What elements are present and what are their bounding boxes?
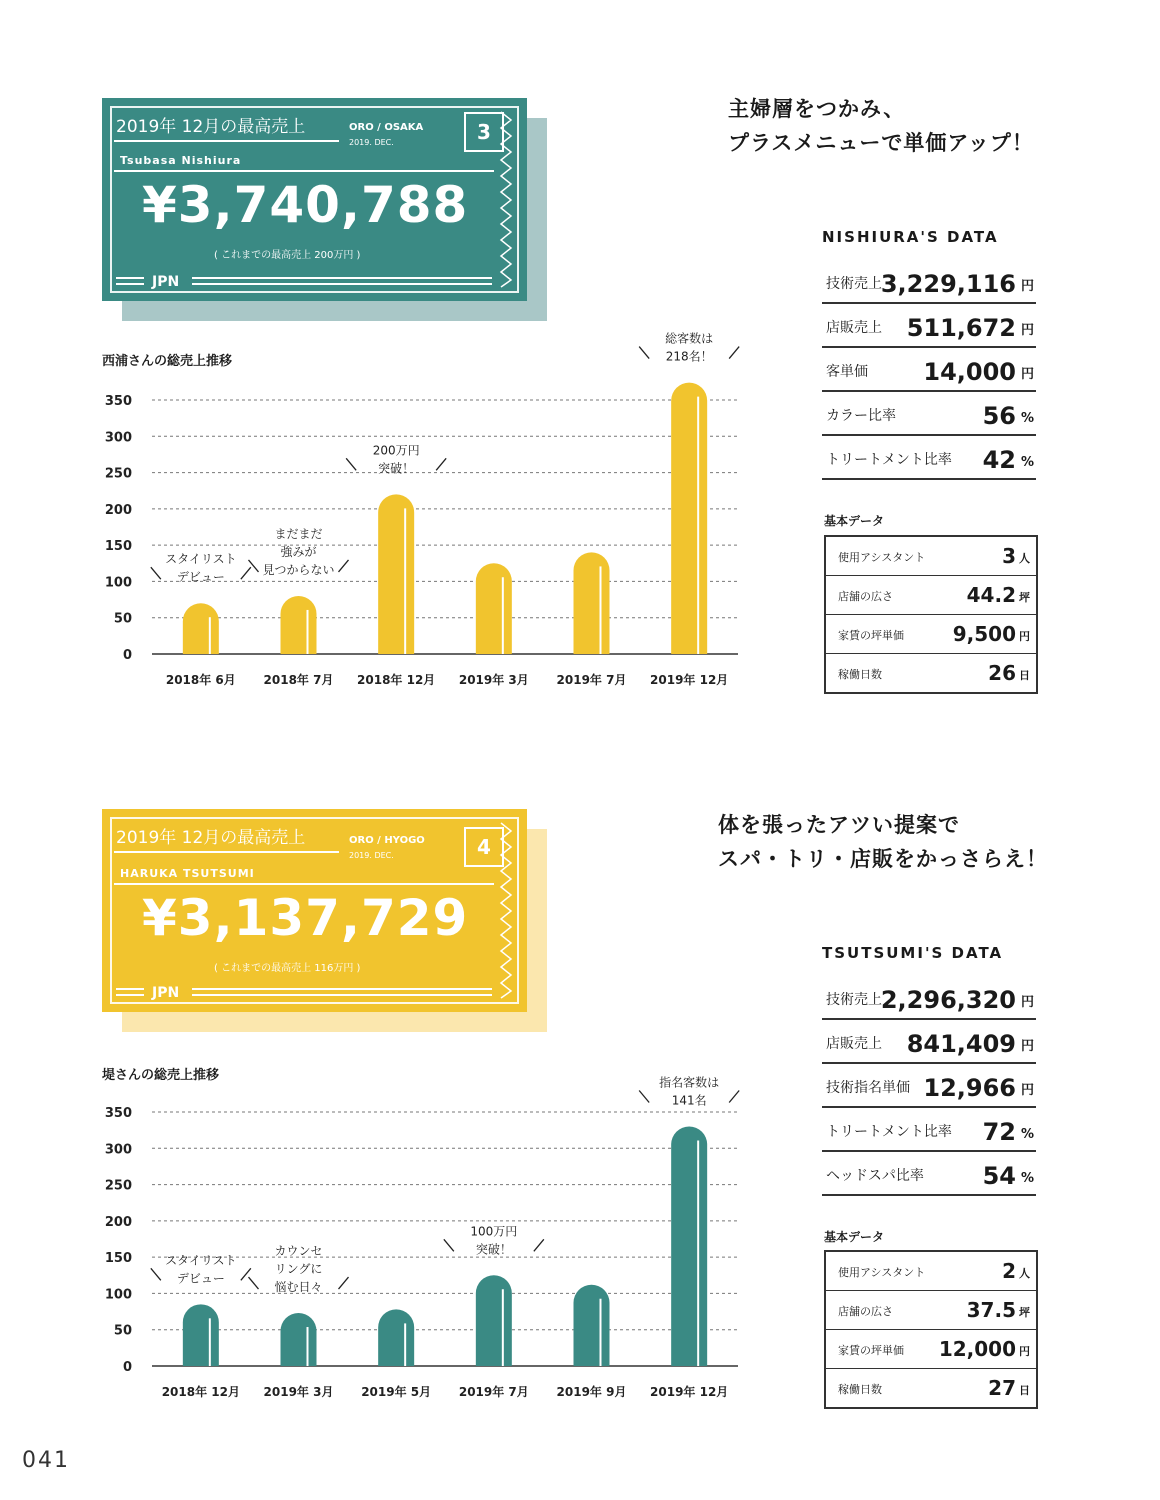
ticket-date: 2019. DEC. (349, 138, 394, 147)
bar (183, 1304, 219, 1366)
bar (476, 563, 512, 654)
ticket-store: ORO / OSAKA (349, 122, 424, 133)
ticket-deco-line (192, 988, 492, 990)
ticket-date: 2019. DEC. (349, 851, 394, 860)
data-value: 54 (982, 1162, 1016, 1190)
ticket-store: ORO / HYOGO (349, 835, 425, 846)
ticket-rank: 4 (464, 827, 504, 867)
annotation-mark (241, 567, 251, 579)
ticket-zigzag-ornament (501, 112, 511, 287)
data-label: カラー比率 (826, 408, 896, 424)
annotation-text: カウンセ (274, 1244, 323, 1259)
x-tick-label: 2019年 7月 (556, 673, 627, 687)
kihon-row (826, 1330, 1036, 1369)
annotation-mark (639, 1091, 649, 1103)
data-unit: 円 (1020, 367, 1034, 382)
x-tick-label: 2019年 3月 (263, 1385, 334, 1399)
y-tick-label: 100 (104, 1287, 132, 1303)
kihon-label: 稼働日数 (838, 1383, 882, 1396)
kihon-row (826, 615, 1036, 654)
data-row (822, 1062, 1036, 1108)
bar (183, 603, 219, 654)
data-value: 3,229,116 (880, 270, 1016, 298)
annotation-mark (339, 560, 349, 572)
y-tick-label: 350 (104, 394, 132, 409)
y-tick-label: 100 (104, 575, 132, 591)
kihon-title: 基本データ (824, 514, 885, 528)
annotation-text: 突破！ (475, 1242, 512, 1257)
ticket-deco-line (116, 283, 144, 285)
ticket-title: 2019年 12月の最高売上 (116, 828, 306, 848)
annotation-mark (729, 347, 739, 359)
data-value: 42 (982, 446, 1016, 474)
annotation-mark (339, 1277, 349, 1289)
data-value: 2,296,320 (880, 986, 1016, 1014)
kihon-table (824, 1250, 1038, 1409)
y-tick-label: 50 (113, 1323, 132, 1339)
data-label: 客単価 (826, 364, 868, 380)
ticket-previous: ( これまでの最高売上 200万円 ) (214, 250, 361, 261)
data-title: NISHIURA'S DATA (822, 228, 999, 246)
data-value: 841,409 (906, 1030, 1016, 1058)
kihon-unit: 円 (1019, 1345, 1030, 1358)
annotation-text: リングに (274, 1262, 323, 1277)
ticket-name: Tsubasa Nishiura (120, 154, 242, 167)
bar (476, 1275, 512, 1366)
ticket-deco-line (116, 988, 144, 990)
kihon-value: 9,500 (952, 622, 1016, 646)
data-unit: 円 (1020, 279, 1034, 294)
ticket-deco-line (192, 994, 492, 996)
annotation-text: デビュー (176, 1271, 225, 1286)
annotation-text: 強みが (280, 544, 317, 559)
bar (574, 1285, 610, 1366)
y-tick-label: 250 (104, 466, 132, 482)
annotation-mark (436, 458, 446, 470)
kihon-row (826, 654, 1036, 692)
data-unit: % (1020, 1127, 1034, 1142)
kihon-title: 基本データ (824, 1230, 885, 1244)
kihon-value: 27 (988, 1376, 1016, 1400)
data-unit: 円 (1020, 1039, 1034, 1054)
kihon-label: 使用アシスタント (838, 1266, 926, 1279)
y-tick-label: 0 (122, 648, 132, 663)
data-row (822, 1106, 1036, 1152)
ticket-deco-line (192, 283, 492, 285)
bar (281, 1313, 317, 1366)
ticket-name: HARUKA TSUTSUMI (120, 867, 255, 880)
y-tick-label: 300 (104, 1142, 132, 1158)
annotation-text: 突破！ (378, 461, 415, 476)
ticket-title-underline (114, 851, 339, 853)
data-label: 技術指名単価 (826, 1080, 910, 1096)
kihon-unit: 人 (1019, 552, 1030, 565)
ticket-amount: ¥3,137,729 (142, 889, 469, 947)
kihon-value: 12,000 (938, 1337, 1016, 1361)
kihon-label: 家賃の坪単価 (838, 1344, 904, 1357)
data-row (822, 302, 1036, 348)
kihon-value: 2 (1002, 1259, 1016, 1283)
data-label: トリートメント比率 (826, 452, 952, 468)
ticket-card (102, 809, 527, 1012)
annotation-text: 悩む日々 (274, 1280, 323, 1295)
annotation-text: 見つからない (262, 562, 335, 577)
y-tick-label: 300 (104, 430, 132, 446)
annotation-text: 218名！ (665, 349, 713, 364)
data-row (822, 1150, 1036, 1196)
x-tick-label: 2019年 3月 (458, 673, 529, 687)
y-tick-label: 200 (104, 502, 132, 518)
y-tick-label: 200 (104, 1214, 132, 1230)
data-row (822, 1018, 1036, 1064)
data-label: 店販売上 (826, 1036, 882, 1052)
data-value: 511,672 (906, 314, 1016, 342)
annotation-text: スタイリスト (165, 1253, 237, 1268)
kihon-unit: 人 (1019, 1267, 1030, 1280)
annotation-mark (639, 347, 649, 359)
data-label: 店販売上 (826, 320, 882, 336)
ticket-rank: 3 (464, 112, 504, 152)
annotation-text: 100万円 (470, 1224, 518, 1239)
annotation-text: スタイリスト (165, 552, 237, 567)
kihon-value: 37.5 (966, 1298, 1016, 1322)
data-value: 72 (982, 1118, 1016, 1146)
annotation-mark (444, 1239, 454, 1251)
data-row (822, 390, 1036, 436)
kihon-row (826, 576, 1036, 615)
annotation-mark (249, 560, 259, 572)
kihon-table (824, 535, 1038, 694)
annotation-mark (151, 1268, 161, 1280)
ticket-title: 2019年 12月の最高売上 (116, 117, 306, 137)
x-tick-label: 2019年 12月 (650, 673, 729, 687)
kihon-row (826, 537, 1036, 576)
annotation-mark (534, 1239, 544, 1251)
ticket-country: JPN (152, 985, 180, 1001)
y-tick-label: 150 (104, 1251, 132, 1267)
data-label: トリートメント比率 (826, 1124, 952, 1140)
data-value: 56 (982, 402, 1016, 430)
kihon-row (826, 1291, 1036, 1330)
kihon-unit: 日 (1019, 669, 1030, 682)
headline-2 (718, 808, 1048, 876)
data-unit: % (1020, 411, 1034, 426)
kihon-row (826, 1252, 1036, 1291)
data-value: 14,000 (923, 358, 1016, 386)
annotation-text: 200万円 (372, 443, 420, 458)
kihon-label: 家賃の坪単価 (838, 629, 904, 642)
annotation-mark (346, 458, 356, 470)
annotation-mark (151, 567, 161, 579)
bar (574, 552, 610, 654)
ticket-country: JPN (152, 274, 180, 290)
x-tick-label: 2018年 12月 (161, 1385, 240, 1399)
ticket-zigzag-ornament (501, 823, 511, 998)
bar (378, 494, 414, 654)
data-value: 12,966 (923, 1074, 1016, 1102)
kihon-value: 3 (1002, 544, 1016, 568)
kihon-unit: 円 (1019, 630, 1030, 643)
chart-title: 西浦さんの総売上推移 (102, 354, 233, 369)
page-number: 041 (22, 1448, 70, 1473)
kihon-label: 店舗の広さ (838, 1305, 893, 1318)
data-unit: 円 (1020, 995, 1034, 1010)
data-unit: % (1020, 1171, 1034, 1186)
x-tick-label: 2019年 9月 (556, 1385, 627, 1399)
chart-title: 堤さんの総売上推移 (102, 1068, 220, 1083)
ticket-previous: ( これまでの最高売上 116万円 ) (214, 963, 361, 974)
headline-line: プラスメニューで単価アップ！ (728, 131, 1034, 155)
kihon-value: 44.2 (966, 583, 1016, 607)
headline-1 (728, 92, 1034, 160)
data-unit: 円 (1020, 1083, 1034, 1098)
ticket-card (102, 98, 527, 301)
bar (671, 383, 707, 654)
ticket-deco-line (116, 277, 144, 279)
kihon-value: 26 (988, 661, 1016, 685)
data-row (822, 434, 1036, 480)
annotation-mark (729, 1091, 739, 1103)
y-tick-label: 50 (113, 611, 132, 627)
ticket-title-underline (114, 140, 339, 142)
x-tick-label: 2018年 6月 (165, 673, 236, 687)
kihon-row (826, 1369, 1036, 1407)
x-tick-label: 2019年 5月 (361, 1385, 432, 1399)
ticket-amount: ¥3,740,788 (142, 176, 469, 234)
kihon-label: 稼働日数 (838, 668, 882, 681)
y-tick-label: 0 (122, 1360, 132, 1375)
annotation-text: まだまだ (274, 526, 323, 541)
kihon-label: 店舗の広さ (838, 590, 893, 603)
data-label: ヘッドスパ比率 (826, 1168, 924, 1184)
data-label: 技術売上 (826, 276, 882, 292)
data-unit: 円 (1020, 323, 1034, 338)
x-tick-label: 2018年 7月 (263, 673, 334, 687)
data-row (822, 258, 1036, 304)
kihon-unit: 日 (1019, 1384, 1030, 1397)
data-unit: % (1020, 455, 1034, 470)
data-row (822, 346, 1036, 392)
x-tick-label: 2019年 12月 (650, 1385, 729, 1399)
y-tick-label: 150 (104, 539, 132, 555)
y-tick-label: 250 (104, 1178, 132, 1194)
bar (671, 1127, 707, 1366)
data-label: 技術売上 (826, 992, 882, 1008)
headline-line: 体を張ったアツい提案で (718, 813, 960, 837)
kihon-unit: 坪 (1019, 591, 1030, 604)
ticket-name-underline (114, 170, 494, 172)
bar (378, 1309, 414, 1366)
kihon-label: 使用アシスタント (838, 551, 926, 564)
x-tick-label: 2019年 7月 (458, 1385, 529, 1399)
data-row (822, 974, 1036, 1020)
ticket-deco-line (192, 277, 492, 279)
ticket-deco-line (116, 994, 144, 996)
kihon-unit: 坪 (1019, 1306, 1030, 1319)
data-title: TSUTSUMI'S DATA (822, 944, 1004, 962)
annotation-text: 総客数は (665, 331, 714, 346)
annotation-text: 141名 (671, 1093, 707, 1108)
x-tick-label: 2018年 12月 (357, 673, 436, 687)
headline-line: 主婦層をつかみ、 (728, 97, 906, 121)
annotation-mark (249, 1277, 259, 1289)
annotation-text: 指名客数は (659, 1075, 720, 1090)
annotation-text: デビュー (176, 570, 225, 585)
bar (281, 596, 317, 654)
y-tick-label: 350 (104, 1106, 132, 1121)
ticket-name-underline (114, 883, 494, 885)
headline-line: スパ・トリ・店販をかっさらえ！ (718, 847, 1048, 871)
